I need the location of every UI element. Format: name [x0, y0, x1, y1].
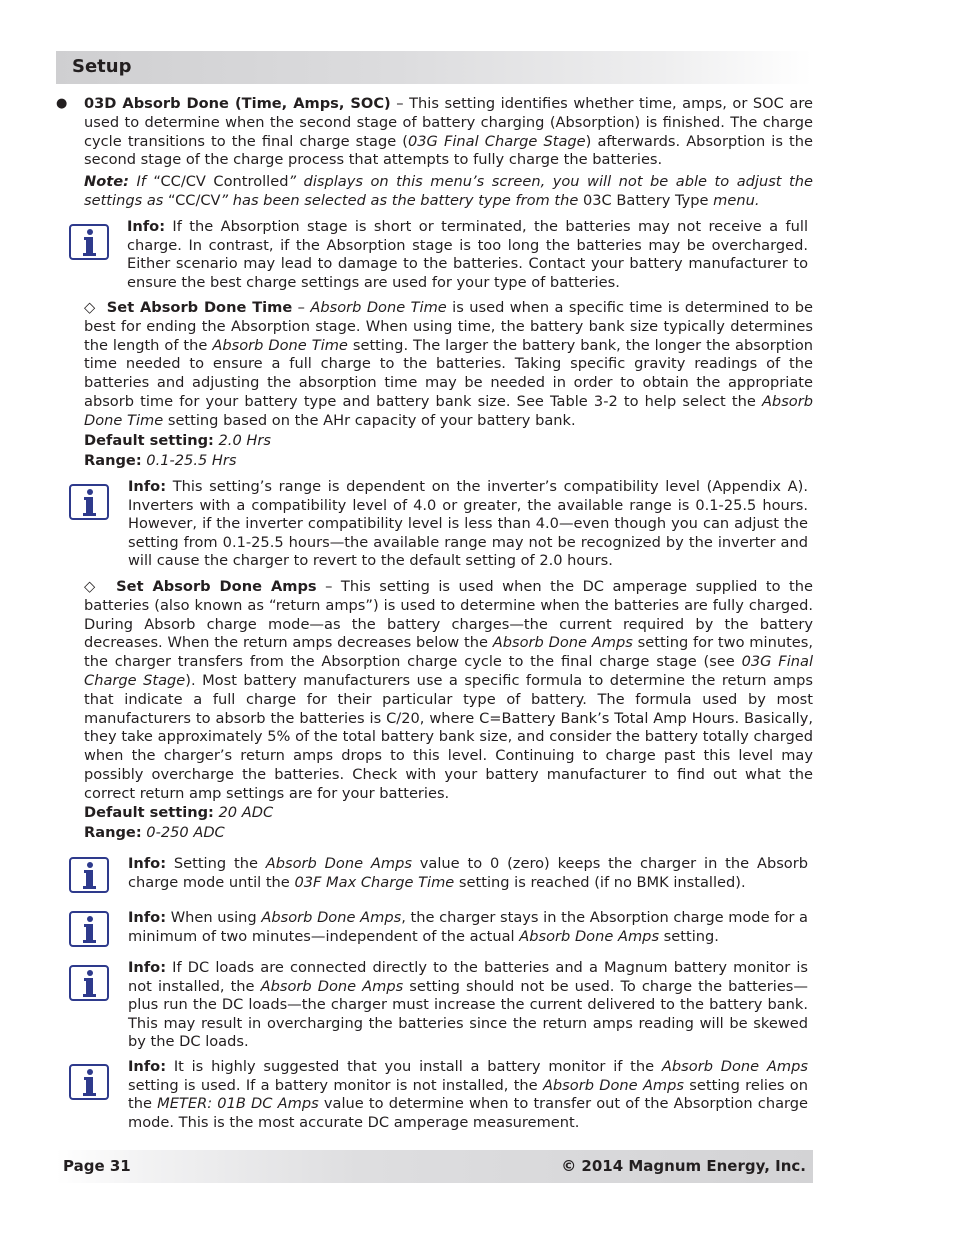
absorb-amps-range: Range: 0-250 ADC — [84, 824, 225, 841]
absorb-time-heading: Set Absorb Done Time — [106, 299, 293, 316]
info-icon — [69, 965, 109, 1001]
absorb-amps-heading: Set Absorb Done Amps — [116, 578, 317, 595]
info-note-3: Info: Setting the Absorb Done Amps value to 0 (zero) keeps the charger in the Absorb charge mode until the 03F Max Charge Time setting is reached (if no BMK installed). — [128, 855, 808, 891]
intro-paragraph: 03D Absorb Done (Time, Amps, SOC) – This setting identifies whether time, amps, or SOC are used to determine when the second stage of battery charging (Absorption) is finished. The charge cycle transitions to the final charge stage (03G Final Charge Stage) afterwards. Absorption is the second stage of the charge process that attempts to fully charge the batteries. — [84, 95, 813, 169]
diamond-icon: ◇ — [84, 299, 96, 316]
header-bar — [56, 51, 812, 84]
info-icon — [69, 1064, 109, 1100]
page-title: Setup — [72, 56, 132, 77]
info-icon — [69, 484, 109, 520]
info-note-5: Info: If DC loads are connected directly to the batteries and a Magnum battery monitor is not installed, the Absorb Done Amps setting should not be used. To charge the batteries—plus run the DC loads—the charger must increase the current delivered to the battery bank. This may result in overcharging the batteries since the return amps reading will be skewed by the DC loads. — [128, 959, 808, 1051]
info-note-1: Info: If the Absorption stage is short or terminated, the batteries may not receive a full charge. In contrast, if the Absorption stage is too long the batteries may be overcharged. Either scenario may lead to damage to the batteries. Contact your battery manufacturer to ensure the best charge settings are used for your type of batteries. — [127, 218, 808, 291]
page-number: Page 31 — [63, 1157, 131, 1175]
info-note-6: Info: It is highly suggested that you install a battery monitor if the Absorb Done Amps setting is used. If a battery monitor is not installed, the Absorb Done Amps setting relies on the METER: 01B DC Amps value to determine when to transfer out of the Absorption charge mode. This is the most accurate DC amperage measurement. — [128, 1058, 809, 1131]
info-icon — [69, 857, 109, 893]
absorb-time-default: Default setting: 2.0 Hrs — [84, 432, 271, 449]
copyright: © 2014 Magnum Energy, Inc. — [561, 1157, 806, 1175]
info-icon — [69, 911, 109, 947]
absorb-amps-default: Default setting: 20 ADC — [84, 804, 274, 821]
absorb-time-range: Range: 0.1-25.5 Hrs — [84, 452, 237, 469]
info-note-4: Info: When using Absorb Done Amps, the charger stays in the Absorption charge mode for a minimum of two minutes—independent of the actual Absorb Done Amps setting. — [128, 909, 809, 945]
note-paragraph: Note: If “CC/CV Controlled” displays on this menu’s screen, you will not be able to adjust the settings as “CC/CV” has been selected as the battery type from the 03C Battery Type menu. — [84, 173, 813, 209]
absorb-time-paragraph: ◇ Set Absorb Done Time – Absorb Done Time is used when a specific time is determined to be best for ending the Absorption stage. When using time, the battery bank size typically determines the length of the Absorb Done Time setting. The larger the battery bank, the longer the absorption time needed to ensure a full charge to the batteries. Taking specific gravity readings of the batteries and adjusting the absorption time may be needed in order to obtain the appropriate absorb time for your battery type and battery bank size. See Table 3-2 to help select the Absorb Done Time setting based on the AHr capacity of your battery bank. — [84, 299, 813, 429]
absorb-amps-paragraph: ◇ Set Absorb Done Amps – This setting is used when the DC amperage supplied to the batteries (also known as “return amps”) is used to determine when the batteries are fully charged. During Absorb charge mode—as the battery charges—the current required by the battery decreases. When the return amps decreases below the Absorb Done Amps setting for two minutes, the charger transfers from the Absorption charge cycle to the final charge stage (see 03G Final Charge Stage). Most battery manufacturers use a specific formula to determine the return amps that indicate a full charge for their particular type of battery. The formula used by most manufacturers to absorb the batteries is C/20, where C=Battery Bank’s Total Amp Hours. Basically, they take approximately 5% of the total battery bank size, and consider the battery totally charged when the charger’s return amps drops to this level. Continuing to charge past this level may possibly overcharge the batteries. Check with your battery manufacturer to find out what the correct return amp settings are for your batteries. — [84, 578, 814, 802]
note-label: Note: — [84, 173, 129, 190]
info-icon — [69, 224, 109, 260]
bullet-icon: ● — [56, 96, 68, 111]
diamond-icon: ◇ — [84, 578, 100, 595]
intro-heading: 03D Absorb Done (Time, Amps, SOC) — [84, 95, 391, 112]
info-note-2: Info: This setting’s range is dependent on the inverter’s compatibility level (Appendix A). Inverters with a compatibility level of 4.0 or greater, the available range is 0.1-25.5 hours. However, if the inverter compatibility level is less than 4.0—even though you can adjust the setting from 0.1-25.5 hours—the available range may not be recognized by the inverter and will cause the charger to revert to the default setting of 2.0 hours. — [128, 478, 808, 570]
